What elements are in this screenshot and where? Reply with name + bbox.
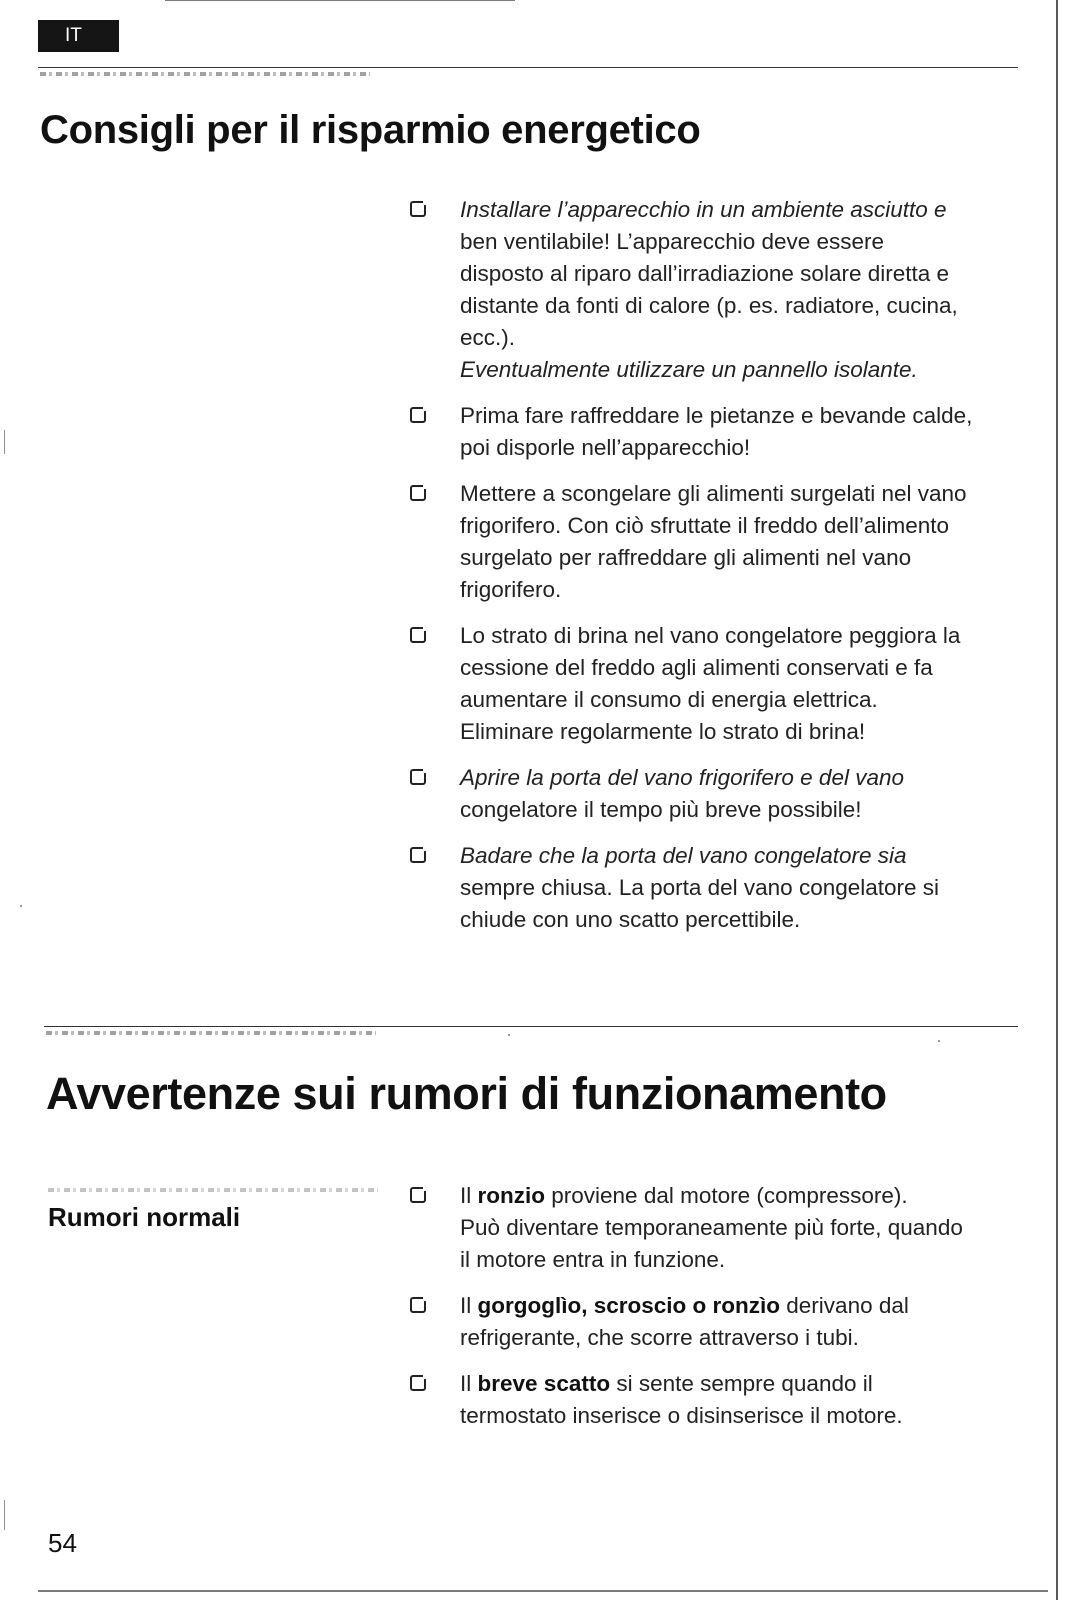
item-line: sempre chiusa. La porta del vano congelatore si (460, 875, 940, 900)
list-item (410, 1368, 1050, 1432)
item-text: si sente sempre quando il (610, 1371, 873, 1396)
item-line: refrigerante, che scorre attraverso i tubi. (460, 1325, 859, 1350)
scan-dot (20, 905, 22, 907)
list-item (410, 194, 1050, 386)
item-line: cessione del freddo agli alimenti conservati e fa (460, 655, 933, 680)
item-line (460, 1290, 1050, 1322)
checkbox-bullet-icon (410, 407, 426, 423)
item-line (460, 1180, 1050, 1212)
item-line: surgelato per raffreddare gli alimenti nel vano (460, 545, 912, 570)
scan-mark (4, 1500, 5, 1530)
checkbox-bullet-icon (410, 1187, 426, 1203)
item-line: termostato inserisce o disinserisce il motore. (460, 1403, 903, 1428)
item-line: distante da fonti di calore (p. es. radiatore, cucina, (460, 293, 958, 318)
item-line: Eliminare regolarmente lo strato di brina! (460, 719, 866, 744)
checkbox-bullet-icon (410, 769, 426, 785)
item-line: Installare l’apparecchio in un ambiente asciutto e (460, 197, 947, 222)
item-line: Badare che la porta del vano congelatore sia (460, 843, 907, 868)
scan-dot (938, 1040, 940, 1042)
section-title-noise: Avvertenze sui rumori di funzionamento (46, 1068, 887, 1119)
item-text: proviene dal motore (compressore). (545, 1183, 908, 1208)
item-line: Aprire la porta del vano frigorifero e del vano (460, 765, 905, 790)
item-text: Il (460, 1293, 478, 1318)
scan-edge-right (1056, 0, 1058, 1600)
item-text: derivano dal (780, 1293, 909, 1318)
checkbox-bullet-icon (410, 485, 426, 501)
list-item (410, 840, 1050, 936)
list-item (410, 1180, 1050, 1276)
checkbox-bullet-icon (410, 627, 426, 643)
subsection-rule (48, 1188, 378, 1192)
list-item (410, 478, 1050, 606)
item-line: Può diventare temporaneamente più forte, quando (460, 1215, 963, 1240)
checkbox-bullet-icon (410, 1297, 426, 1313)
item-line: poi disporle nell’apparecchio! (460, 435, 751, 460)
item-keyword: ronzio (477, 1183, 546, 1208)
item-line: aumentare il consumo di energia elettrica. (460, 687, 878, 712)
item-line: Prima fare raffreddare le pietanze e bevande calde, (460, 403, 973, 428)
item-line: il motore entra in funzione. (460, 1247, 726, 1272)
item-line: ben ventilabile! L’apparecchio deve essere (460, 229, 885, 254)
list-item (410, 762, 1050, 826)
item-line: frigorifero. (460, 577, 562, 602)
page-number: 54 (48, 1528, 77, 1558)
scan-edge-top (165, 0, 515, 1)
section-title-energy-saving: Consigli per il risparmio energetico (40, 108, 701, 152)
item-line: ecc.). (460, 325, 516, 350)
item-line: frigorifero. Con ciò sfruttate il freddo dell’alimento (460, 513, 949, 538)
scan-mark (4, 430, 5, 454)
checkbox-bullet-icon (410, 847, 426, 863)
checkbox-bullet-icon (410, 201, 426, 217)
noise-list (410, 1180, 1050, 1446)
scan-edge-bottom (38, 1590, 1048, 1592)
item-keyword: gorgoglìo, scroscio o ronzìo (477, 1293, 781, 1318)
language-tag: IT (38, 20, 119, 52)
item-line: Mettere a scongelare gli alimenti surgelati nel vano (460, 481, 967, 506)
item-text: Il (460, 1371, 478, 1396)
energy-tips-list (410, 194, 1050, 950)
rule-texture (40, 72, 370, 76)
item-line: Eventualmente utilizzare un pannello isolante. (460, 357, 918, 382)
item-line: chiude con uno scatto percettibile. (460, 907, 801, 932)
rule-texture (46, 1031, 376, 1035)
item-line: disposto al riparo dall’irradiazione solare diretta e (460, 261, 950, 286)
item-keyword: breve scatto (477, 1371, 611, 1396)
list-item (410, 620, 1050, 748)
item-line: congelatore il tempo più breve possibile! (460, 797, 862, 822)
checkbox-bullet-icon (410, 1375, 426, 1391)
subsection-title-normal-noises: Rumori normali (48, 1202, 241, 1232)
item-line (460, 1368, 1050, 1400)
list-item (410, 400, 1050, 464)
section-rule-middle (44, 1026, 1018, 1027)
scan-dot (508, 1034, 510, 1036)
item-text: Il (460, 1183, 478, 1208)
section-rule-top (38, 67, 1018, 68)
list-item (410, 1290, 1050, 1354)
item-line: Lo strato di brina nel vano congelatore peggiora la (460, 623, 961, 648)
